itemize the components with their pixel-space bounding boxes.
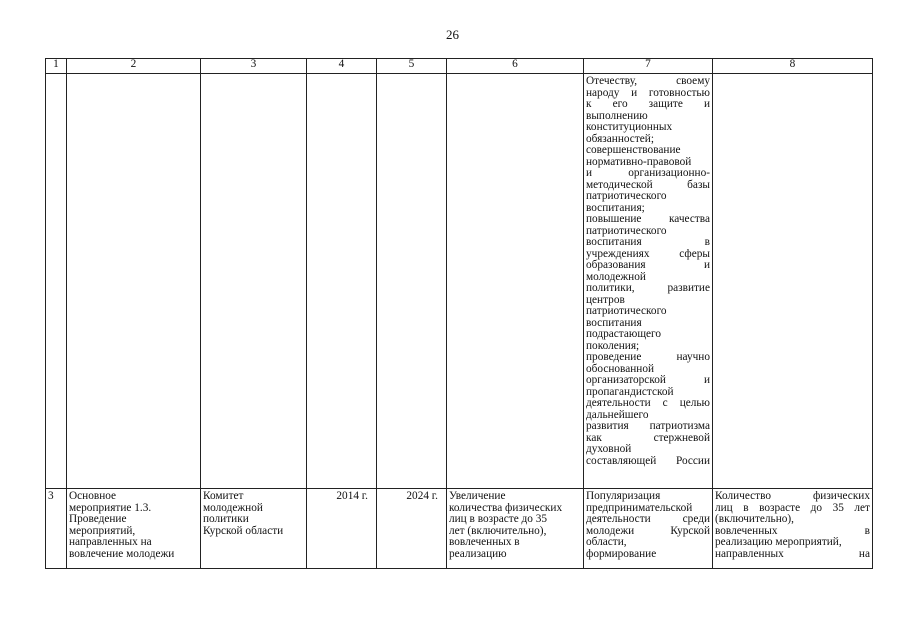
text-line: учреждениях сферы (586, 247, 710, 260)
text-line: к его защите и (586, 98, 710, 110)
text-line: Основное (69, 490, 117, 502)
executor (203, 491, 304, 537)
text-line: дальнейшего (586, 408, 649, 421)
text-line: молодежной (586, 270, 646, 283)
text-line: деятельности с целью (586, 397, 710, 409)
text-line: количества физических (449, 501, 563, 514)
text-line: патриотического (586, 305, 667, 317)
text-line: Количество физических (715, 490, 870, 502)
text-line: центров (586, 293, 625, 306)
column-number: 7 (584, 59, 713, 74)
text-line: образования и (586, 259, 710, 271)
column-number: 1 (46, 59, 67, 74)
end-year-cell (377, 489, 447, 569)
text-line: проведение научно (586, 351, 710, 363)
text-line: как стержневой (586, 431, 710, 444)
text-line: формирование (586, 547, 657, 560)
text-line: Увеличение (449, 490, 506, 502)
text-line: деятельности среди (586, 513, 710, 525)
text-line: вовлеченных в (715, 524, 870, 537)
text-line: направленных на (69, 536, 152, 548)
text-line: подрастающего (586, 328, 662, 340)
text-line: мероприятий, (69, 524, 136, 537)
executor-cell (201, 489, 307, 569)
table-row-continuation (46, 74, 873, 489)
text-line: духовной (586, 443, 632, 455)
text-line: политики (203, 513, 249, 525)
column-number-row (46, 59, 873, 74)
text-line: пропагандистской (586, 385, 674, 398)
column-number: 3 (201, 59, 307, 74)
text-line: области, (586, 536, 627, 548)
text-line: реализацию (449, 547, 507, 560)
text-line: конституционных (586, 121, 673, 133)
table-cell (46, 74, 67, 489)
table-cell (201, 74, 307, 489)
text-line: повышение качества (586, 213, 710, 225)
text-line: организаторской и (586, 374, 710, 386)
text-line: Курской области (203, 524, 284, 537)
text-line: совершенствование (586, 144, 681, 156)
text-line: и организационно- (586, 167, 710, 179)
text-line: предпринимательской (586, 501, 693, 514)
text-line: направленных на (715, 547, 870, 560)
text-line: обоснованной (586, 362, 655, 375)
text-line: мероприятие 1.3. (69, 501, 152, 514)
measure-name (69, 491, 198, 560)
column-number: 5 (377, 59, 447, 74)
column-number: 8 (713, 59, 873, 74)
page-number: 26 (446, 27, 459, 42)
table-cell (307, 74, 377, 489)
text-line: Проведение (69, 513, 127, 525)
end-year: 2024 г. (406, 490, 438, 502)
expected-result (449, 491, 581, 560)
text-line: лиц в возрасте до 35 лет (715, 501, 870, 514)
table-cell (713, 74, 873, 489)
measure-name-cell (67, 489, 201, 569)
text-line: лет (включительно), (449, 524, 547, 537)
text-line: воспитания; (586, 201, 645, 214)
column-number: 4 (307, 59, 377, 74)
text-line: лиц в возрасте до 35 (449, 513, 548, 525)
text-line: методической базы (586, 178, 710, 191)
text-line: обязанностей; (586, 132, 654, 145)
text-line: молодежи Курской (586, 524, 710, 537)
column-number: 6 (447, 59, 584, 74)
text-line: воспитания в (586, 236, 710, 248)
expected-result-cell (447, 489, 584, 569)
start-year: 2014 г. (336, 490, 368, 502)
table-cell (447, 74, 584, 489)
text-line: вовлечение молодежи (69, 547, 175, 560)
description-cell (584, 489, 713, 569)
text-line: Популяризация (586, 490, 661, 502)
text-line: воспитания (586, 316, 642, 329)
goals-cell (584, 74, 713, 489)
text-line: народу и готовностью (586, 86, 710, 99)
program-table (45, 58, 873, 569)
text-line: (включительно), (715, 513, 794, 525)
text-line: политики, развитие (586, 282, 710, 294)
text-line: составляющей России (586, 454, 710, 467)
column-number: 2 (67, 59, 201, 74)
text-line: поколения; (586, 339, 640, 352)
text-line: развития патриотизма (586, 420, 710, 432)
text-line: Отечеству, своему (586, 75, 710, 87)
text-line: молодежной (203, 501, 263, 514)
indicator (715, 491, 870, 560)
description (586, 491, 710, 560)
row-number: 3 (46, 489, 67, 569)
text-line: нормативно-правовой (586, 155, 692, 168)
goals-text (586, 76, 710, 467)
table-cell (67, 74, 201, 489)
text-line: выполнению (586, 109, 648, 122)
text-line: патриотического (586, 224, 667, 237)
table-row-3 (46, 489, 873, 569)
text-line: вовлеченных в (449, 536, 520, 548)
start-year-cell (307, 489, 377, 569)
indicator-cell (713, 489, 873, 569)
text-line: Комитет (203, 490, 244, 502)
text-line: реализацию мероприятий, (715, 536, 842, 548)
text-line: патриотического (586, 190, 667, 202)
table-cell (377, 74, 447, 489)
